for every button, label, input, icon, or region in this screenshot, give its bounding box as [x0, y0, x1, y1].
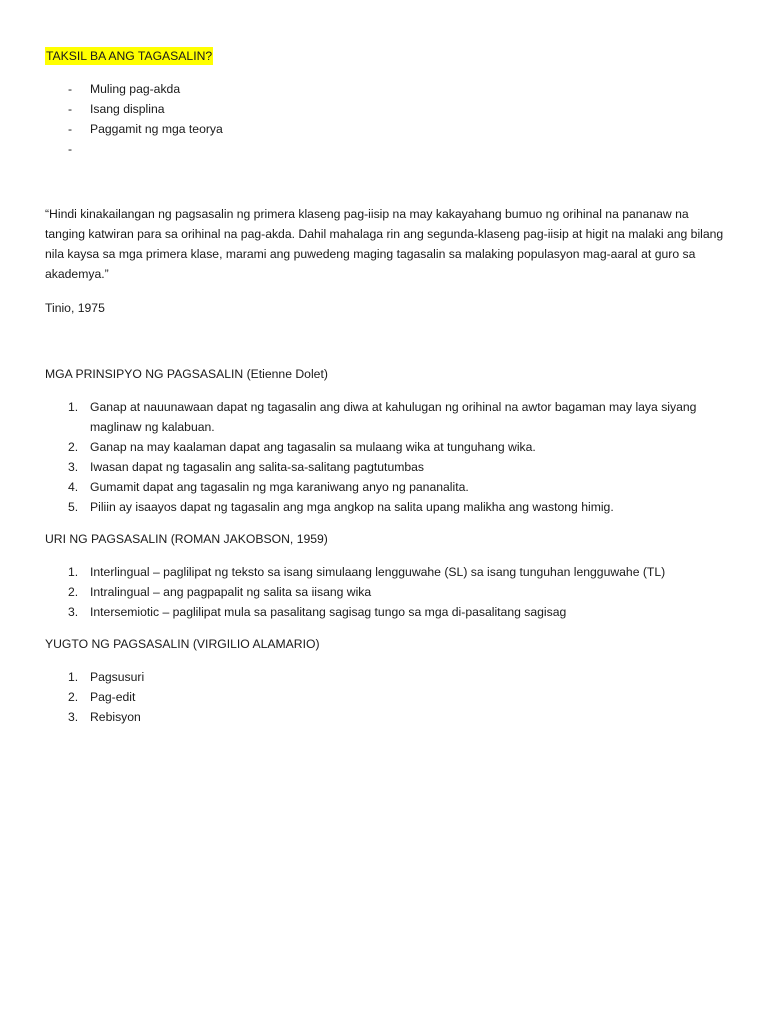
item-number: 3. — [68, 460, 79, 474]
item-text: Pagsusuri — [90, 670, 145, 684]
section-heading-prinsipyo: MGA PRINSIPYO NG PAGSASALIN (Etienne Dolet) — [45, 367, 328, 381]
uri-list — [68, 562, 728, 622]
dash-list-item — [68, 139, 223, 159]
numbered-item — [68, 707, 144, 727]
item-number: 5. — [68, 500, 79, 514]
numbered-item — [68, 437, 728, 457]
dash-list-item — [68, 119, 223, 139]
citation: Tinio, 1975 — [45, 301, 105, 315]
numbered-item — [68, 687, 144, 707]
numbered-item — [68, 582, 728, 602]
yugto-list — [68, 667, 144, 727]
item-number: 3. — [68, 605, 79, 619]
item-number: 1. — [68, 565, 79, 579]
item-number: 2. — [68, 690, 79, 704]
dash-bullet: - — [68, 102, 73, 116]
item-text: Intersemiotic – paglilipat mula sa pasalitang sagisag tungo sa mga di-pasalitang sagisag — [90, 605, 567, 619]
dash-item-text: Muling pag-akda — [90, 82, 181, 96]
item-text: Pag-edit — [90, 690, 136, 704]
item-number: 1. — [68, 400, 79, 414]
item-text: Interlingual – paglilipat ng teksto sa isang simulaang lengguwahe (SL) sa isang tunguhan lengguwahe (TL) — [90, 565, 666, 579]
numbered-item — [68, 397, 728, 437]
quote-paragraph: “Hindi kinakailangan ng pagsasalin ng primera klaseng pag-iisip na may kakayahang bumuo ng orihinal na pananaw na tanging katwiran para sa orihinal na pag-akda. Dahil mahalaga rin ang segunda-klaseng pag-iisip at higit na malaki ang bilang nila kaysa sa mga primera klase, marami ang puwedeng maging tagasalin sa malaking populasyon mag-aaral at guro sa akademya.” — [45, 207, 724, 281]
dash-bullet: - — [68, 142, 73, 156]
item-number: 1. — [68, 670, 79, 684]
section-heading-yugto: YUGTO NG PAGSASALIN (VIRGILIO ALAMARIO) — [45, 637, 320, 651]
item-number: 4. — [68, 480, 79, 494]
item-number: 3. — [68, 710, 79, 724]
highlighted-title: TAKSIL BA ANG TAGASALIN? — [46, 49, 213, 63]
dash-list-item — [68, 79, 223, 99]
numbered-item — [68, 477, 728, 497]
numbered-item — [68, 667, 144, 687]
item-text: Iwasan dapat ng tagasalin ang salita-sa-salitang pagtutumbas — [90, 460, 425, 474]
item-text: Rebisyon — [90, 710, 141, 724]
item-text: Ganap na may kaalaman dapat ang tagasalin sa mulaang wika at tunguhang wika. — [90, 440, 536, 454]
item-text: Intralingual – ang pagpapalit ng salita sa iisang wika — [90, 585, 372, 599]
numbered-item — [68, 457, 728, 477]
dash-item-text: Paggamit ng mga teorya — [90, 122, 223, 136]
dash-item-text: Isang displina — [90, 102, 165, 116]
item-text: Gumamit dapat ang tagasalin ng mga karaniwang anyo ng pananalita. — [90, 480, 469, 494]
item-number: 2. — [68, 440, 79, 454]
section-heading-uri: URI NG PAGSASALIN (ROMAN JAKOBSON, 1959) — [45, 532, 328, 546]
prinsipyo-list — [68, 397, 728, 517]
numbered-item — [68, 602, 728, 622]
dash-list-item — [68, 99, 223, 119]
dash-list — [68, 79, 223, 159]
numbered-item — [68, 497, 728, 517]
dash-bullet: - — [68, 122, 73, 136]
numbered-item — [68, 562, 728, 582]
item-text: Ganap at nauunawaan dapat ng tagasalin ang diwa at kahulugan ng orihinal na awtor bagaman may laya siyang maglinaw ng kalabuan. — [90, 400, 697, 434]
item-number: 2. — [68, 585, 79, 599]
dash-bullet: - — [68, 82, 73, 96]
item-text: Piliin ay isaayos dapat ng tagasalin ang mga angkop na salita upang malikha ang wastong himig. — [90, 500, 614, 514]
